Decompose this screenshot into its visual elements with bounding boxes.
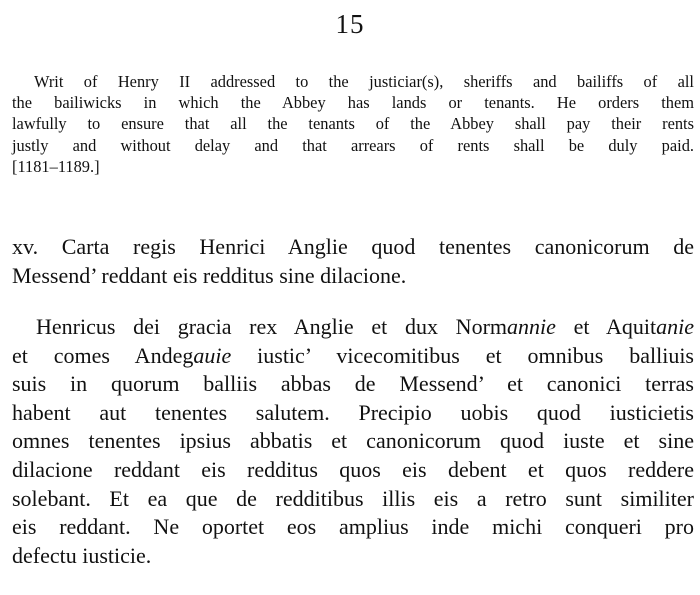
charter-line: solebant. Et ea que de redditibus illis eis a retro sunt similiter: [12, 485, 694, 511]
charter-text-roman: Henricus dei gracia rex Anglie et dux Norm: [36, 314, 508, 339]
charter-text-roman: et comes Andeg: [12, 342, 194, 368]
summary-line: justly and without delay and that arrears of rents shall be duly paid.: [12, 135, 694, 155]
charter-line: omnes tenentes ipsius abbatis et canonicorum quod iuste et sine: [12, 428, 694, 454]
charter-line: [12, 313, 694, 342]
charter-line: defectu iusticie.: [12, 542, 152, 568]
charter-heading: [12, 233, 694, 290]
charter-text-expansion: annie: [507, 314, 556, 339]
charter-line: eis reddant. Ne oportet eos amplius inde michi conqueri pro: [12, 514, 694, 540]
charter-text-roman: iustic’ vicecomitibus et omnibus balliuis: [231, 342, 694, 368]
page-number: 15: [335, 9, 365, 39]
charter-text-expansion: anie: [656, 314, 695, 339]
summary-line: the bailiwicks in which the Abbey has lands or tenants. He orders them: [12, 93, 694, 113]
charter-summary: [12, 71, 694, 177]
heading-line: xv. Carta regis Henrici Anglie quod tenentes canonicorum de: [12, 234, 694, 259]
charter-line: suis in quorum balliis abbas de Messend’ et canonici terras: [12, 371, 694, 397]
charter-line: habent aut tenentes salutem. Precipio uobis quod iusticietis: [12, 399, 694, 425]
summary-date-line: [1181–1189.]: [12, 156, 100, 176]
heading-line: Messend’ reddant eis redditus sine dilacione.: [12, 262, 407, 288]
summary-line: Writ of Henry II addressed to the justiciar(s), sheriffs and bailiffs of all: [34, 72, 694, 91]
summary-line: lawfully to ensure that all the tenants of the Abbey shall pay their rents: [12, 114, 694, 134]
charter-line: dilacione reddant eis redditus quos eis debent et quos reddere: [12, 456, 694, 482]
charter-text: [12, 313, 694, 570]
charter-line: [12, 342, 694, 371]
charter-text-roman: et Aquit: [555, 314, 657, 339]
charter-text-expansion: auie: [193, 342, 232, 368]
